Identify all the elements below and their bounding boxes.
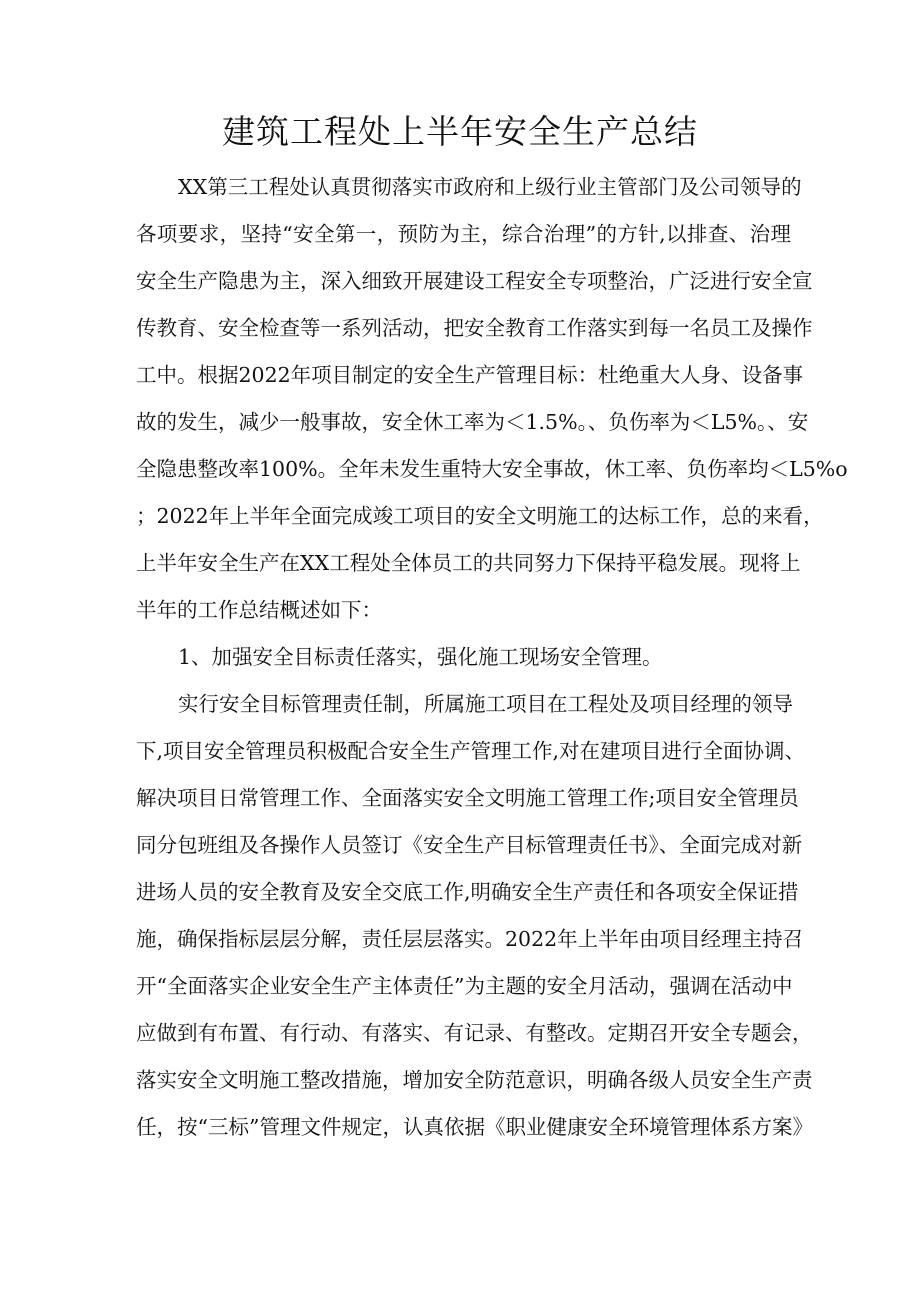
paragraph-line: 落实安全文明施工整改措施，增加安全防范意识，明确各级人员安全生产责 — [136, 1068, 813, 1092]
paragraph-line: 各项要求，坚持“安全第一，预防为主，综合治理”的方针,以排查、治理 — [136, 222, 791, 246]
paragraph-line: 安全生产隐患为主，深入细致开展建设工程安全专项整治，广泛进行安全宣 — [136, 269, 813, 293]
paragraph-line: ；2022年上半年全面完成竣工项目的安全文明施工的达标工作，总的来看， — [136, 504, 824, 528]
paragraph-line: 应做到有布置、有行动、有落实、有记录、有整改。定期召开安全专题会， — [136, 1021, 813, 1045]
paragraph-line: 传教育、安全检查等一系列活动，把安全教育工作落实到每一名员工及操作 — [136, 316, 813, 340]
paragraph-line: 故的发生，减少一般事故，安全休工率为＜1.5%。、负伤率为＜L5%。、安 — [136, 410, 809, 434]
paragraph-line: 施，确保指标层层分解，责任层层落实。2022年上半年由项目经理主持召 — [136, 927, 804, 951]
paragraph-line: 进场人员的安全教育及安全交底工作,明确安全生产责任和各项安全保证措 — [136, 880, 799, 904]
paragraph-line: 解决项目日常管理工作、全面落实安全文明施工管理工作;项目安全管理员 — [136, 786, 799, 810]
paragraph-line: 实行安全目标管理责任制，所属施工项目在工程处及项目经理的领导 — [178, 692, 793, 716]
paragraph-line: 同分包班组及各操作人员签订《安全生产目标管理责任书》、全面完成对新 — [136, 833, 803, 857]
paragraph-line: 工中。根据2022年项目制定的安全生产管理目标：杜绝重大人身、设备事 — [136, 363, 804, 387]
paragraph-line: XX第三工程处认真贯彻落实市政府和上级行业主管部门及公司领导的 — [178, 175, 802, 199]
paragraph-line: 开“全面落实企业安全生产主体责任”为主题的安全月活动，强调在活动中 — [136, 974, 793, 998]
paragraph-line: 全隐患整改率100%。全年未发生重特大安全事故，休工率、负伤率均＜L5%o — [136, 457, 848, 481]
paragraph-line: 下,项目安全管理员积极配合安全生产管理工作,对在建项目进行全面协调、 — [136, 739, 806, 763]
paragraph-line: 半年的工作总结概述如下： — [136, 598, 382, 622]
paragraph-line: 任，按“三标”管理文件规定，认真依据《职业健康安全环境管理体系方案》 — [136, 1115, 813, 1139]
document-title: 建筑工程处上半年安全生产总结 — [222, 112, 698, 151]
paragraph-line: 上半年安全生产在XX工程处全体员工的共同努力下保持平稳发展。现将上 — [136, 551, 801, 575]
section-heading: 1、加强安全目标责任落实，强化施工现场安全管理。 — [178, 645, 663, 669]
